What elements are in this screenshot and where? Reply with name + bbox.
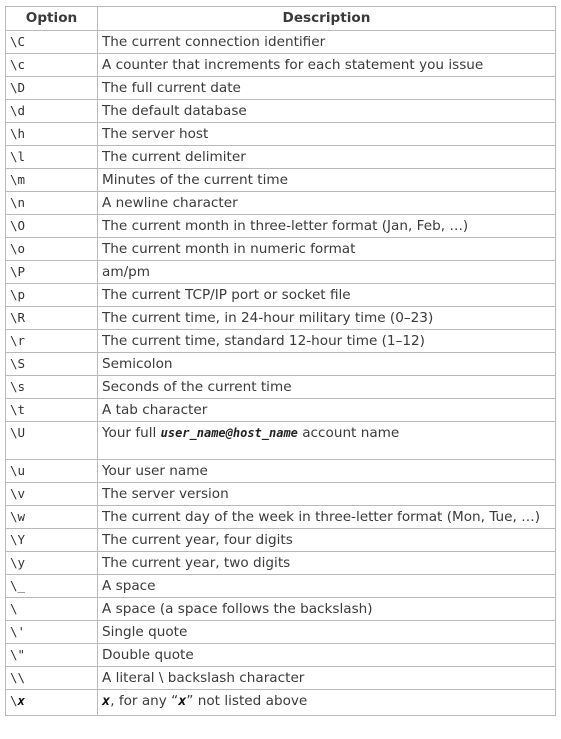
table-row bbox=[6, 690, 556, 716]
description-cell: The current month in three-letter format (Jan, Feb, …) bbox=[98, 215, 556, 238]
description-cell: A tab character bbox=[98, 399, 556, 422]
table-row bbox=[6, 284, 556, 307]
option-column-header: Option bbox=[6, 7, 98, 31]
option-cell: \C bbox=[6, 31, 98, 54]
table-row bbox=[6, 146, 556, 169]
option-cell: \P bbox=[6, 261, 98, 284]
description-cell: The current day of the week in three-letter format (Mon, Tue, …) bbox=[98, 506, 556, 529]
table-row bbox=[6, 598, 556, 621]
option-cell: \d bbox=[6, 100, 98, 123]
option-cell: \o bbox=[6, 238, 98, 261]
table-row bbox=[6, 667, 556, 690]
option-x: x bbox=[17, 693, 26, 708]
description-cell: A space bbox=[98, 575, 556, 598]
description-cell: The server version bbox=[98, 483, 556, 506]
table-body bbox=[6, 31, 556, 716]
description-cell: The current connection identifier bbox=[98, 31, 556, 54]
description-text: , for any “ bbox=[110, 693, 179, 709]
option-cell: \\ bbox=[6, 667, 98, 690]
description-cell: The current year, four digits bbox=[98, 529, 556, 552]
description-cell: The current year, two digits bbox=[98, 552, 556, 575]
option-cell bbox=[6, 690, 98, 716]
option-cell: \s bbox=[6, 376, 98, 399]
description-text: ” not listed above bbox=[186, 693, 308, 709]
description-text: account name bbox=[297, 425, 400, 441]
description-cell: The server host bbox=[98, 123, 556, 146]
option-cell: \p bbox=[6, 284, 98, 307]
description-cell: A newline character bbox=[98, 192, 556, 215]
table-row bbox=[6, 460, 556, 483]
table-row bbox=[6, 215, 556, 238]
description-text: Your full bbox=[102, 425, 161, 441]
table-row bbox=[6, 54, 556, 77]
option-cell: \n bbox=[6, 192, 98, 215]
description-cell bbox=[98, 422, 556, 460]
desc-x-quoted: x bbox=[178, 693, 187, 709]
option-cell: \w bbox=[6, 506, 98, 529]
option-cell: \U bbox=[6, 422, 98, 460]
option-cell: \m bbox=[6, 169, 98, 192]
option-cell: \S bbox=[6, 353, 98, 376]
description-cell: The current delimiter bbox=[98, 146, 556, 169]
table-row bbox=[6, 621, 556, 644]
description-column-header: Description bbox=[98, 7, 556, 31]
table-row bbox=[6, 483, 556, 506]
table-row bbox=[6, 529, 556, 552]
description-cell: Single quote bbox=[98, 621, 556, 644]
table-row bbox=[6, 31, 556, 54]
table-row bbox=[6, 169, 556, 192]
table-row bbox=[6, 100, 556, 123]
table-row bbox=[6, 238, 556, 261]
description-cell: Your user name bbox=[98, 460, 556, 483]
description-cell: The current TCP/IP port or socket file bbox=[98, 284, 556, 307]
desc-x: x bbox=[102, 693, 111, 709]
description-cell bbox=[98, 690, 556, 716]
table-row bbox=[6, 330, 556, 353]
option-cell: \Y bbox=[6, 529, 98, 552]
option-cell: \' bbox=[6, 621, 98, 644]
description-cell: The current time, standard 12-hour time (1–12) bbox=[98, 330, 556, 353]
option-cell: \c bbox=[6, 54, 98, 77]
prompt-options-table bbox=[5, 6, 556, 716]
description-cell: am/pm bbox=[98, 261, 556, 284]
description-cell: The full current date bbox=[98, 77, 556, 100]
description-cell: The current month in numeric format bbox=[98, 238, 556, 261]
table-row bbox=[6, 192, 556, 215]
table-row bbox=[6, 376, 556, 399]
description-cell: The default database bbox=[98, 100, 556, 123]
table-row bbox=[6, 575, 556, 598]
option-cell: \" bbox=[6, 644, 98, 667]
option-cell: \y bbox=[6, 552, 98, 575]
option-cell: \h bbox=[6, 123, 98, 146]
table-row bbox=[6, 261, 556, 284]
description-cell: Seconds of the current time bbox=[98, 376, 556, 399]
description-cell: A counter that increments for each statement you issue bbox=[98, 54, 556, 77]
option-cell: \O bbox=[6, 215, 98, 238]
table-row bbox=[6, 77, 556, 100]
account-code: user_name@host_name bbox=[160, 426, 298, 440]
option-cell: \r bbox=[6, 330, 98, 353]
description-cell: The current time, in 24-hour military time (0–23) bbox=[98, 307, 556, 330]
description-cell: A space (a space follows the backslash) bbox=[98, 598, 556, 621]
description-cell: Double quote bbox=[98, 644, 556, 667]
option-cell: \t bbox=[6, 399, 98, 422]
option-cell: \v bbox=[6, 483, 98, 506]
option-cell: \_ bbox=[6, 575, 98, 598]
table-row bbox=[6, 353, 556, 376]
table-row bbox=[6, 422, 556, 460]
description-cell: Semicolon bbox=[98, 353, 556, 376]
table-row bbox=[6, 399, 556, 422]
table-header-row bbox=[6, 7, 556, 31]
table-row bbox=[6, 307, 556, 330]
option-cell: \D bbox=[6, 77, 98, 100]
description-cell: A literal \ backslash character bbox=[98, 667, 556, 690]
option-cell: \u bbox=[6, 460, 98, 483]
table-row bbox=[6, 506, 556, 529]
option-cell: \ bbox=[6, 598, 98, 621]
description-cell: Minutes of the current time bbox=[98, 169, 556, 192]
options-table-container bbox=[5, 6, 556, 716]
option-cell: \R bbox=[6, 307, 98, 330]
option-backslash: \ bbox=[10, 693, 18, 708]
table-row bbox=[6, 552, 556, 575]
table-row bbox=[6, 123, 556, 146]
table-row bbox=[6, 644, 556, 667]
option-cell: \l bbox=[6, 146, 98, 169]
